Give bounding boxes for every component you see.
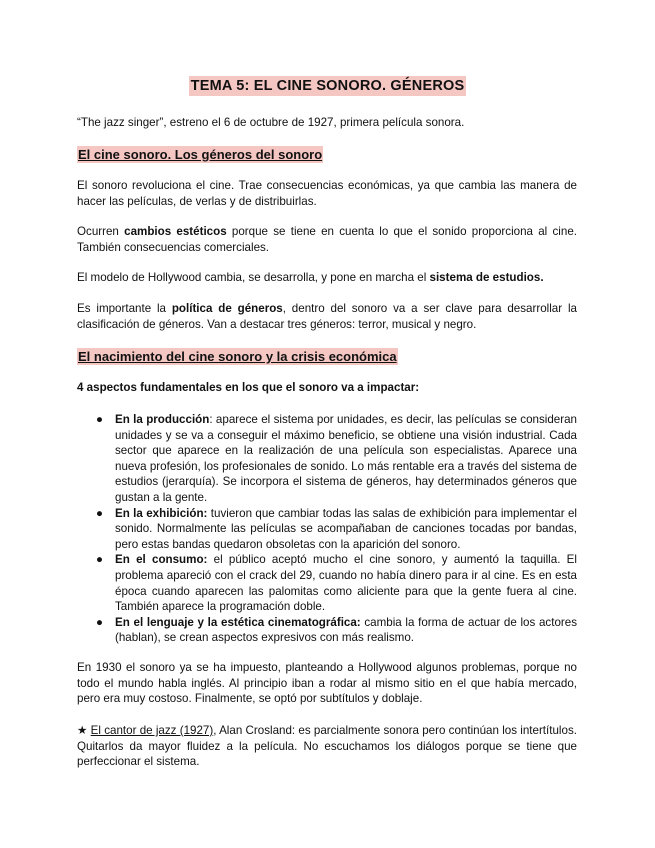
paragraph-genre-policy: Es importante la política de géneros, dentro del sonoro va a ser clave para desarrollar la clasificación de géneros. Van a destacar tres géneros: terror, musical y negro. <box>77 302 577 331</box>
section-heading-crisis: El nacimiento del cine sonoro y la crisis económica <box>78 349 397 364</box>
bold-term: sistema de estudios. <box>429 271 544 284</box>
aspects-subheading: 4 aspectos fundamentales en los que el sonoro va a impactar: <box>77 381 420 394</box>
paragraph-revolution: El sonoro revoluciona el cine. Trae consecuencias económicas, ya que cambia las manera de hacer las películas, de verlas y de distribuirlas. <box>77 179 577 208</box>
page-title: TEMA 5: EL CINE SONORO. GÉNEROS <box>190 78 465 94</box>
section-heading-sonoro: El cine sonoro. Los géneros del sonoro <box>78 147 323 162</box>
bullet-icon: ● <box>96 615 104 629</box>
bullet-icon: ● <box>96 553 104 567</box>
bold-term: cambios estéticos <box>124 225 227 238</box>
star-icon: ★ <box>77 724 88 737</box>
bold-term: política de géneros <box>171 302 283 315</box>
intro-paragraph: “The jazz singer”, estreno el 6 de octubre de 1927, primera película sonora. <box>77 116 465 129</box>
list-item: ● En la producción: aparece el sistema por unidades, es decir, las películas se consideran unidades y se va a conseguir el máximo beneficio, se obtiene una visión industrial. Cada sector que aparece en la realización de una película son especialistas. Aparece una nueva profesión, los profesionales de sonido. Lo más rentable era a través del sistema de estudios (jerarquía). Se incorpora el sistema de géneros, hay determinados géneros que gustan a la gente. <box>96 413 577 504</box>
aspects-list <box>96 412 577 646</box>
list-item: ● En el lenguaje y la estética cinematográfica: cambia la forma de actuar de los actores (hablan), se crean aspectos expresivos con más realismo. <box>96 615 577 645</box>
paragraph-1930: En 1930 el sonoro ya se ha impuesto, planteando a Hollywood algunos problemas, porque no todo el mundo habla inglés. Al principio iban a rodar al mismo sitio en el que había mercado, pero era muy costoso. Finalmente, se optó por subtítulos y doblaje. <box>77 661 577 706</box>
film-title: El cantor de jazz (1927) <box>90 724 214 737</box>
list-item: ● En la exhibición: tuvieron que cambiar todas las salas de exhibición para implementar el sonido. Normalmente las películas se acompañaban de canciones tocadas por bandas, pero estas bandas quedaron obsoletas con la aparición del sonoro. <box>96 506 577 551</box>
paragraph-aesthetic-changes: Ocurren cambios estéticos porque se tiene en cuenta lo que el sonido proporciona al cine. También consecuencias comerciales. <box>77 225 577 254</box>
title-container <box>0 76 655 96</box>
bullet-icon: ● <box>96 413 104 426</box>
paragraph-cantor-de-jazz: ★ El cantor de jazz (1927), Alan Crosland: es parcialmente sonora pero continúan los intertítulos. Quitarlos da mayor fluidez a la película. No escuchamos los diálogos porque se tiene que perfeccionar el sistema. <box>77 724 577 769</box>
list-item: ● En el consumo: el público aceptó mucho el cine sonoro, y aumentó la taquilla. El problema apareció con el crack del 29, cuando no había dinero para ir al cine. Es en esta época cuando aparecen las palomitas como aliciente para que la gente fuera al cine. También aparece la programación doble. <box>96 553 577 614</box>
bullet-icon: ● <box>96 506 104 520</box>
paragraph-hollywood-model: El modelo de Hollywood cambia, se desarrolla, y pone en marcha el sistema de estudios. <box>77 271 544 284</box>
